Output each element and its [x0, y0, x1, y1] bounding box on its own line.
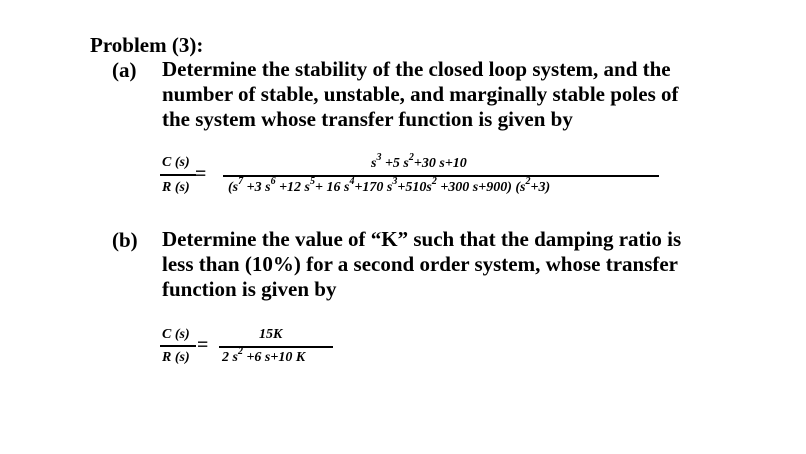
exponent: 7 [238, 176, 244, 188]
part-a-rhs-numerator [371, 152, 467, 172]
exponent: 2 [408, 152, 414, 164]
part-b-line-2: less than (10%) for a second order system, whose transfer [162, 252, 678, 276]
math-term: (s [228, 180, 239, 195]
part-a-lhs-fraction-bar [160, 174, 196, 176]
math-term: +510s [397, 180, 432, 195]
part-b-lhs-denominator: R (s) [162, 350, 190, 365]
part-b-text [162, 227, 681, 302]
math-term: s [371, 156, 377, 171]
exponent: 5 [310, 176, 315, 188]
part-a-rhs-fraction-bar [223, 175, 659, 177]
part-a-text [162, 57, 679, 132]
exponent: 2 [525, 176, 531, 188]
part-a-lhs-denominator: R (s) [162, 180, 190, 195]
part-b-rhs-fraction-bar [219, 346, 333, 348]
exponent: 2 [237, 346, 243, 358]
part-a-equals-sign: = [195, 163, 207, 185]
part-a-line-3: the system whose transfer function is given by [162, 107, 573, 131]
part-b-rhs-numerator [259, 327, 282, 343]
math-term: + 16 s [315, 180, 350, 195]
part-a-lhs-numerator: C (s) [162, 155, 190, 170]
math-term: +300 s+900) (s [436, 180, 526, 195]
exponent: 3 [376, 152, 382, 164]
part-b-equals-sign: = [197, 334, 209, 356]
part-b-rhs-denominator [222, 346, 306, 366]
problem-title: Problem (3): [90, 33, 204, 57]
part-b-lhs-fraction-bar [160, 345, 196, 347]
part-b-line-1: Determine the value of “K” such that the damping ratio is [162, 227, 682, 251]
part-a-label: (a) [112, 58, 137, 82]
math-term: +30 s+10 [413, 156, 467, 171]
exponent: 4 [349, 176, 355, 188]
math-term: 15K [259, 327, 283, 342]
math-term: +12 s [275, 180, 310, 195]
math-term: +3 s [243, 180, 271, 195]
exponent: 2 [431, 176, 437, 188]
part-b-lhs-numerator: C (s) [162, 327, 190, 342]
part-b-line-3: function is given by [162, 277, 337, 301]
part-a-line-2: number of stable, unstable, and marginally stable poles of [162, 82, 679, 106]
part-b-label: (b) [112, 228, 138, 252]
exponent: 6 [270, 176, 276, 188]
math-term: +3) [530, 180, 551, 195]
math-term: +5 s [381, 156, 409, 171]
math-term: 2 s [222, 350, 238, 365]
exponent: 3 [392, 176, 398, 188]
part-a-line-1: Determine the stability of the closed loop system, and the [162, 57, 671, 81]
math-term: +170 s [354, 180, 393, 195]
part-a-rhs-denominator [228, 176, 551, 196]
math-term: +6 s+10 K [242, 350, 306, 365]
